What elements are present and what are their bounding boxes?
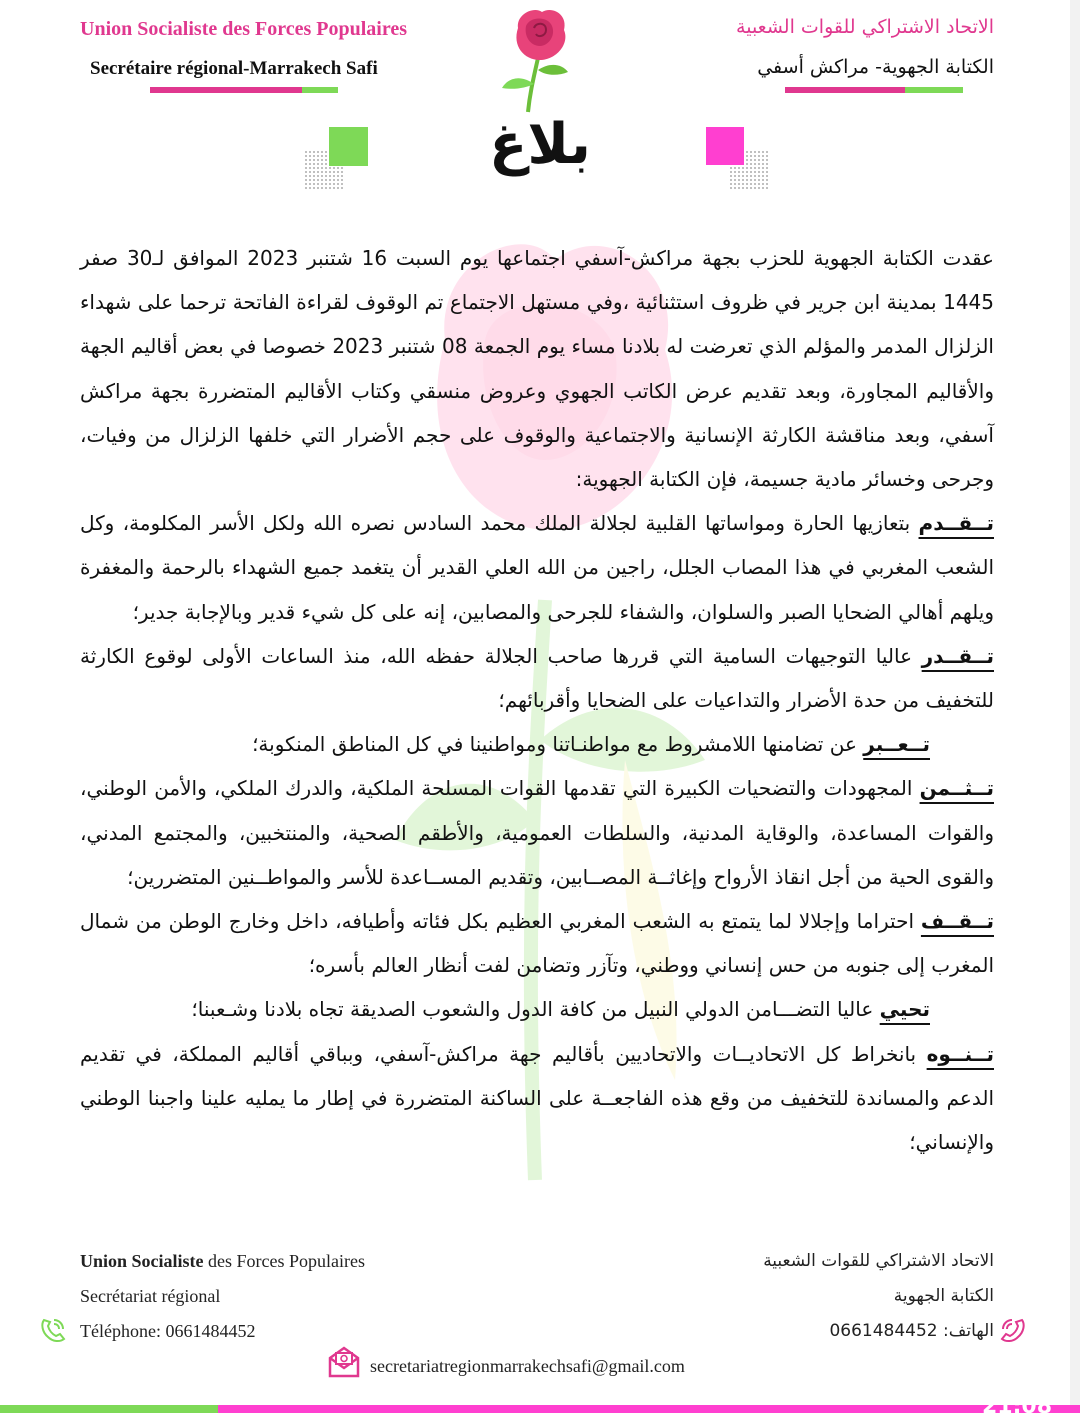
statement-item-text: احتراما وإجلالا لما يتمتع به الشعب المغربي العظيم بكل فئاته وأطيافه، داخل وخارج الوطن من شمال المغرب إلى جنوبه من حس إنساني ووطني، وتآزر وتضامن لفت أنظار العالم بأسره؛	[80, 909, 994, 978]
statement-item-text: عاليا التضـــامن الدولي النبيل من كافة الدول والشعوب الصديقة تجاه بلادنا وشـعبنا؛	[191, 997, 880, 1022]
statement-item-text: بتعازيها الحارة ومواساتها القلبية لجلالة الملك محمد السادس نصره الله ولكل الأسر المكلومة، وكل الشعب المغربي في هذا المصاب الجلل، راجين من الله العلي القدير أن يتغمد جميع الشهداء بالرحمة والمغفرة ويلهم أهالي الضحايا الصبر والسلوان، والشفاء للجرحى والمصابين، إنه على كل شيء قدير وبالإجابة جدير؛	[80, 511, 994, 624]
footer-fr-org-bold: Union Socialiste	[80, 1251, 204, 1271]
statement-item	[80, 899, 994, 987]
statement-item-lead: تــقــدر	[921, 643, 994, 668]
statement-item	[80, 501, 994, 634]
header-right-bar-green	[905, 87, 963, 93]
header-ar-title: الاتحاد الاشتراكي للقوات الشعبية	[736, 16, 994, 38]
email-icon	[326, 1344, 362, 1380]
statement-items	[80, 501, 994, 1164]
header-ar-subtitle: الكتابة الجهوية- مراكش أسفي	[757, 56, 994, 78]
statement-item-lead: تــقــف	[920, 909, 994, 934]
header-fr-subtitle: Secrétaire régional-Marrakech Safi	[90, 58, 378, 79]
statement-item-lead: تــثــمن	[919, 776, 994, 801]
statement-item-lead: تحيي	[879, 997, 930, 1022]
header-right-bar-pink	[785, 87, 905, 93]
phone-icon-right	[996, 1316, 1028, 1344]
phone-icon-left	[38, 1316, 70, 1344]
statement-item-text: المجهودات والتضحيات الكبيرة التي تقدمها القوات المسلحة الملكية، والدرك الملكي، والأمن الوطني، والقوات المساعدة، والوقاية المدنية، والسلطات العمومية، والأطقم الصحية، والمنتخبين، والمجتمع المدني، والقوى الحية من أجل انقاذ الأرواح وإغاثــة المصــابين، وتقديم المســاعدة للأسر والمواطــنين المتضررين؛	[80, 776, 994, 889]
intro-paragraph: عقدت الكتابة الجهوية للحزب بجهة مراكش-آسفي اجتماعها يوم السبت 16 شتنبر 2023 الموافق لـ30 صفر 1445 بمدينة ابن جرير في ظروف استثنائية ،وفي مستهل الاجتماع تم الوقوف لقراءة الفاتحة ترحما على شهداء الزلزال المدمر والمؤلم الذي تعرضت له بلادنا مساء يوم الجمعة 08 شتنبر 2023 خصوصا في بعض أقاليم الجهة والأقاليم المجاورة، وبعد تقديم عرض الكاتب الجهوي وعروض منسقي وكتاب الأقاليم المتضررة بجهة مراكش آسفي، وبعد مناقشة الكارثة الإنسانية والاجتماعية والوقوف على حجم الأضرار التي خلفها الزلزال من وفيات، وجرحى وخسائر مادية جسيمة، فإن الكتابة الجهوية:	[80, 246, 994, 492]
statement-item	[80, 722, 994, 766]
statement-item-lead: تــنــوه	[926, 1041, 994, 1066]
statement-item	[80, 987, 994, 1031]
statement-item-lead: تــعــبر	[863, 732, 930, 757]
footer-fr-org-rest: des Forces Populaires	[203, 1251, 365, 1271]
statement-item-lead: تــقــدم	[918, 511, 994, 536]
status-clock: 21:08	[981, 1394, 1052, 1419]
footer-ar-phone: الهاتف: 0661484452	[829, 1321, 994, 1341]
statement-item	[80, 1032, 994, 1165]
statement-item-text: عن تضامنها اللامشروط مع مواطنـاتنا ومواطنينا في كل المناطق المنكوبة؛	[252, 732, 864, 757]
statement-item-text: عاليا التوجيهات السامية التي قررها صاحب الجلالة حفظه الله، منذ الساعات الأولى لوقوع الكارثة للتخفيف من حدة الأضرار والتداعيات على الضحايا وأقربائهم؛	[80, 643, 994, 713]
statement-body	[80, 236, 994, 1164]
footer-ar-org: الاتحاد الاشتراكي للقوات الشعبية	[763, 1251, 994, 1271]
header-fr-title: Union Socialiste des Forces Populaires	[80, 18, 408, 40]
document-title: بلاغ	[489, 112, 591, 177]
footer-fr-org	[80, 1251, 365, 1272]
bottom-bar-magenta	[218, 1405, 1080, 1413]
header-left-bar-green	[302, 87, 338, 93]
bottom-bar-green	[0, 1405, 218, 1413]
statement-item	[80, 634, 994, 722]
right-edge	[1070, 0, 1080, 1413]
statement-item	[80, 766, 994, 899]
footer-fr-phone: Téléphone: 0661484452	[80, 1321, 256, 1341]
header-left-bar-pink	[150, 87, 302, 93]
footer-email: secretariatregionmarrakechsafi@gmail.com	[370, 1356, 685, 1376]
statement-item-text: بانخراط كل الاتحاديــات والاتحاديين بأقاليم جهة مراكش-آسفي، وبباقي أقاليم المملكة، في تقديم الدعم والمساندة للتخفيف من وقع هذه الفاجعــة على الساكنة المتضررة في إطار ما يمليه علينا واجبنا الوطني والإنساني؛	[80, 1041, 994, 1155]
footer-ar-secretariat: الكتابة الجهوية	[893, 1286, 994, 1306]
footer-fr-secretariat: Secrétariat régional	[80, 1286, 221, 1306]
rose-logo	[494, 4, 584, 116]
